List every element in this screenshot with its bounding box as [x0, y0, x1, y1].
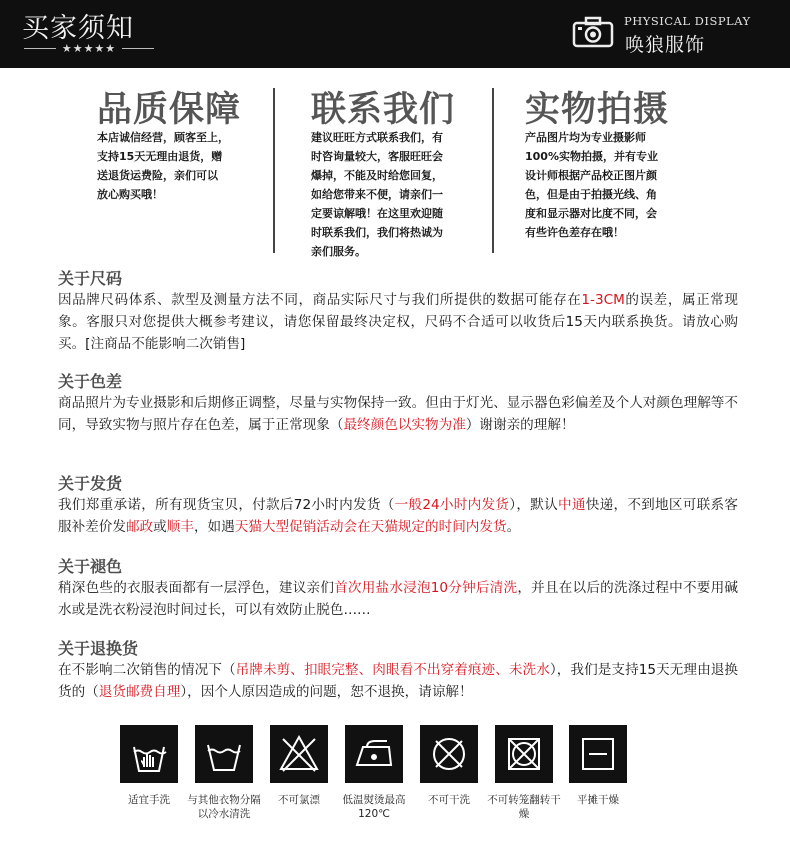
- care-label: 平摊干燥: [577, 794, 619, 806]
- physical-display-label: PHYSICAL DISPLAY: [624, 14, 751, 28]
- text-line: 有些许色差存在哦！: [525, 226, 624, 239]
- no-dry-clean-icon: [420, 725, 478, 783]
- size-section-text: 因品牌尺码体系、款型及测量方法不同，商品实际尺寸与我们所提供的数据可能存在1-3CM的误差，属正常现象。客服只对您提供大概参考建议，请您保留最终决定权，尺码不合适可以收货后15天内联系换货。请放心购买。[注商品不能影响二次销售]: [58, 292, 739, 352]
- photo-text: [525, 128, 658, 242]
- care-label: 不可转笼翻转干燥: [487, 794, 561, 820]
- text-line: 产品图片均为专业摄影师: [525, 131, 646, 144]
- text-line: 支持15天无理由退货，赠: [97, 150, 223, 163]
- flat-dry-icon: [569, 725, 627, 783]
- color-section-text: 商品照片为专业摄影和后期修正调整，尽量与实物保持一致。但由于灯光、显示器色彩偏差及个人对颜色理解等不同，导致实物与照片存在色差，属于正常现象（最终颜色以实物为准）谢谢亲的理解！: [58, 395, 738, 433]
- text-line: 亲们服务。: [311, 245, 366, 258]
- care-label: 不可氯漂: [278, 794, 320, 806]
- star-rating: [24, 42, 154, 55]
- highlight: 最终颜色以实物为准: [343, 417, 466, 433]
- divider: [122, 48, 154, 49]
- text-line: 设计师根据产品校正图片颜: [525, 169, 657, 182]
- fade-section-title: 关于褪色: [58, 557, 123, 576]
- highlight: 一般24小时内发货: [394, 497, 510, 513]
- color-section-title: 关于色差: [58, 372, 123, 391]
- care-label: 适宜手洗: [128, 794, 170, 806]
- highlight: 邮政: [125, 519, 154, 535]
- returns-section-text: 在不影响二次销售的情况下（吊牌未剪、扣眼完整、肉眼看不出穿着痕迹、未洗水），我们是支持15天无理由退换货的（退货邮费自理），因个人原因造成的问题，恕不退换，请谅解！: [58, 662, 739, 700]
- divider: [24, 48, 56, 49]
- low-iron-icon: [345, 725, 403, 783]
- text-line: 如给您带来不便，请亲们一: [311, 188, 443, 201]
- brand-name: 唤狼服饰: [625, 34, 706, 56]
- header-banner: [0, 0, 790, 68]
- text-line: 放心购买哦！: [97, 188, 163, 201]
- highlight: 中通: [557, 497, 586, 513]
- shipping-section-text: 我们郑重承诺，所有现货宝贝，付款后72小时内发货（一般24小时内发货），默认中通快递，不到地区可联系客服补差价发邮政或顺丰，如遇天猫大型促销活动会在天猫规定的时间内发货。: [58, 497, 739, 535]
- page-title: 买家须知: [22, 13, 134, 44]
- text-line: 爆掉，不能及时给您回复，: [311, 169, 443, 182]
- text-line: 时咨询量较大，客服旺旺会: [311, 150, 443, 163]
- no-tumble-dry-icon: [495, 725, 553, 783]
- returns-section-title: 关于退换货: [58, 639, 139, 658]
- column-divider: [492, 88, 494, 253]
- text-line: 时联系我们，我们将热诚为: [311, 226, 443, 239]
- quality-title: 品质保障: [97, 90, 242, 130]
- text-line: 本店诚信经营，顾客至上，: [97, 131, 229, 144]
- fade-section-text: 稍深色些的衣服表面都有一层浮色，建议亲们首次用盐水浸泡10分钟后清洗，并且在以后的洗涤过程中不要用碱水或是洗衣粉浸泡时间过长，可以有效防止脱色……: [58, 580, 739, 618]
- highlight: 顺丰: [166, 519, 194, 535]
- no-bleach-icon: [270, 725, 328, 783]
- text-line: 建议旺旺方式联系我们，有: [311, 131, 443, 144]
- text-line: 100%实物拍摄，并有专业: [525, 150, 658, 163]
- care-label: 与其他衣物分隔以冷水清洗: [187, 794, 261, 820]
- quality-text: [97, 128, 229, 204]
- highlight: 吊牌未剪、扣眼完整、肉眼看不出穿着痕迹、未洗水: [235, 662, 550, 678]
- cold-wash-icon: [195, 725, 253, 783]
- camera-icon: [572, 16, 614, 48]
- contact-title: 联系我们: [311, 90, 456, 130]
- care-label: 不可干洗: [428, 794, 470, 806]
- text-line: 定要谅解哦！在这里欢迎随: [311, 207, 443, 220]
- size-section-title: 关于尺码: [58, 269, 123, 288]
- highlight: 首次用盐水浸泡10分钟后清洗: [334, 580, 518, 596]
- contact-text: [311, 128, 443, 261]
- stars-icon: ★★★★★: [61, 42, 117, 55]
- photo-title: 实物拍摄: [525, 90, 670, 130]
- highlight: 天猫大型促销活动会在天猫规定的时间内发货: [234, 519, 507, 535]
- column-divider: [273, 88, 275, 253]
- shipping-section-title: 关于发货: [58, 474, 123, 493]
- text-line: 色，但是由于拍摄光线、角: [525, 188, 657, 201]
- highlight: 1-3CM: [581, 292, 625, 308]
- text-line: 度和显示器对比度不同，会: [525, 207, 657, 220]
- highlight: 退货邮费自理: [98, 684, 181, 700]
- text-line: 送退货运费险，亲们可以: [97, 169, 218, 182]
- care-label: 低温熨烫最高120℃: [342, 794, 406, 820]
- hand-wash-icon: [120, 725, 178, 783]
